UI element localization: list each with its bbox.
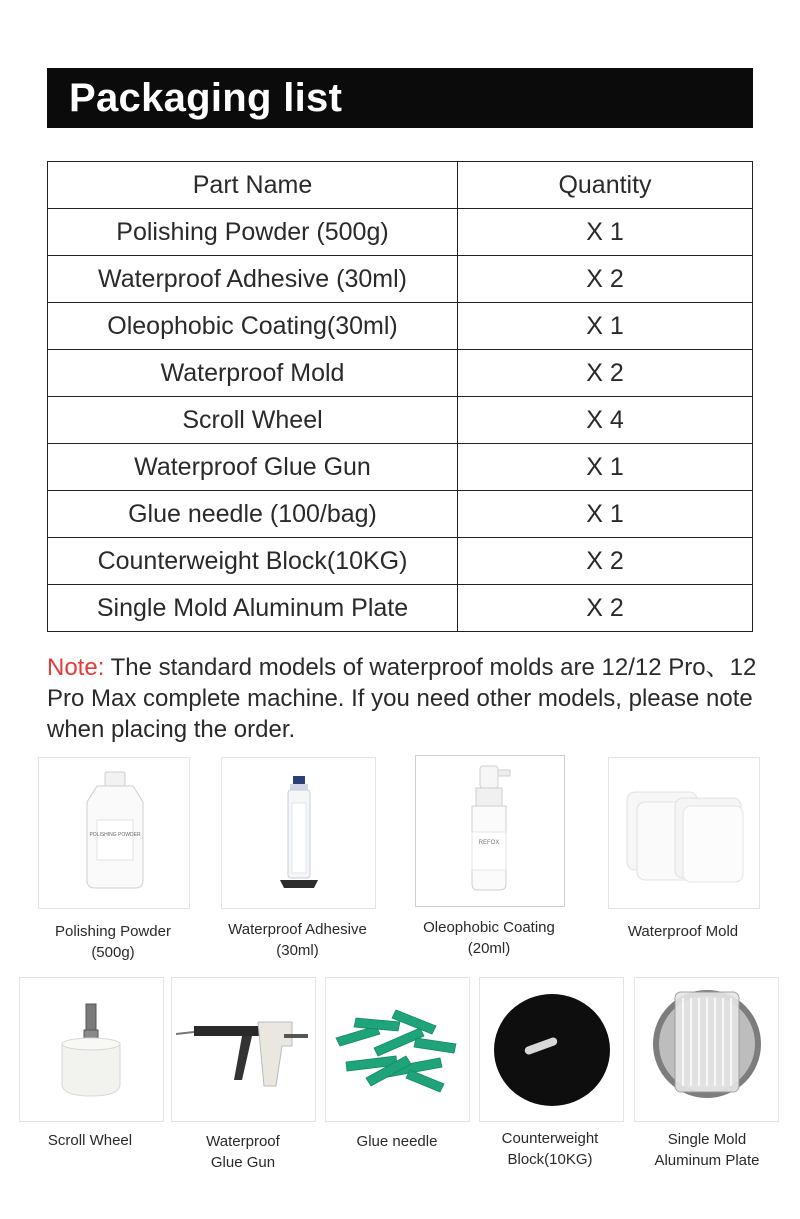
glue-gun-icon (172, 978, 315, 1121)
packaging-table (47, 161, 753, 632)
product-caption (404, 917, 574, 959)
quantity: X 1 (458, 209, 753, 256)
product-card-oleophobic-coating (415, 755, 565, 907)
caption-line: Scroll Wheel (47, 1132, 133, 1149)
product-caption (317, 1131, 477, 1152)
caption-line: Aluminum Plate (654, 1152, 760, 1169)
table-row (48, 585, 753, 632)
product-card-aluminum-plate (634, 977, 779, 1122)
aluminum-plate-icon (635, 978, 778, 1121)
packaging-list-header (47, 68, 753, 128)
part-name: Oleophobic Coating(30ml) (48, 303, 458, 350)
spray-label: REFOX (478, 840, 500, 846)
caption-line: Oleophobic Coating (423, 919, 555, 936)
page-title: Packaging list (69, 76, 343, 120)
caption-line: (20ml) (467, 940, 511, 957)
product-caption (10, 1130, 170, 1151)
quantity: X 2 (458, 256, 753, 303)
part-name: Glue needle (100/bag) (48, 491, 458, 538)
product-card-waterproof-mold (608, 757, 760, 909)
note-label: Note: (47, 654, 105, 681)
scroll-wheel-icon (20, 978, 163, 1121)
caption-line: Waterproof (206, 1133, 280, 1150)
spray-bottle-icon (416, 756, 564, 906)
table-row (48, 256, 753, 303)
part-name: Single Mold Aluminum Plate (48, 585, 458, 632)
order-note (47, 652, 767, 745)
product-card-glue-needle (325, 977, 470, 1122)
note-text: The standard models of waterproof molds are 12/12 Pro、12 Pro Max complete machine. If you need other models, please note when placing the order. (47, 654, 757, 743)
table-row (48, 209, 753, 256)
syringe-icon (222, 758, 375, 908)
column-header-part-name: Part Name (48, 162, 458, 209)
quantity: X 1 (458, 491, 753, 538)
product-card-polishing-powder (38, 757, 190, 909)
table-row (48, 491, 753, 538)
caption-line: Counterweight (501, 1130, 599, 1147)
table-row (48, 303, 753, 350)
part-name: Waterproof Mold (48, 350, 458, 397)
product-caption (627, 1129, 787, 1171)
product-card-waterproof-adhesive (221, 757, 376, 909)
product-caption (28, 921, 198, 963)
table-header-row (48, 162, 753, 209)
counterweight-icon (480, 978, 623, 1121)
product-caption (470, 1128, 630, 1170)
column-header-quantity: Quantity (458, 162, 753, 209)
part-name: Scroll Wheel (48, 397, 458, 444)
product-card-counterweight-block (479, 977, 624, 1122)
product-card-scroll-wheel (19, 977, 164, 1122)
part-name: Waterproof Adhesive (30ml) (48, 256, 458, 303)
product-caption (163, 1131, 323, 1173)
caption-line: (30ml) (276, 942, 319, 959)
caption-line: Single Mold (667, 1131, 747, 1148)
quantity: X 2 (458, 538, 753, 585)
product-card-glue-gun (171, 977, 316, 1122)
caption-line: Block(10KG) (507, 1151, 593, 1168)
caption-line: Polishing Powder (55, 923, 171, 940)
caption-line: Waterproof Mold (627, 923, 739, 940)
quantity: X 1 (458, 444, 753, 491)
table-row (48, 538, 753, 585)
caption-line: Waterproof Adhesive (228, 921, 367, 938)
table-row (48, 444, 753, 491)
caption-line: (500g) (91, 944, 135, 961)
quantity: X 1 (458, 303, 753, 350)
needles-icon (326, 978, 469, 1121)
quantity: X 4 (458, 397, 753, 444)
part-name: Waterproof Glue Gun (48, 444, 458, 491)
bottle-label: POLISHING POWDER (89, 832, 141, 838)
product-caption (598, 921, 768, 942)
bottle-icon (39, 758, 189, 908)
part-name: Polishing Powder (500g) (48, 209, 458, 256)
product-caption (210, 919, 385, 961)
table-row (48, 397, 753, 444)
caption-line: Glue needle (356, 1133, 438, 1150)
caption-line: Glue Gun (210, 1154, 276, 1171)
quantity: X 2 (458, 585, 753, 632)
quantity: X 2 (458, 350, 753, 397)
mold-icon (609, 758, 759, 908)
table-row (48, 350, 753, 397)
part-name: Counterweight Block(10KG) (48, 538, 458, 585)
